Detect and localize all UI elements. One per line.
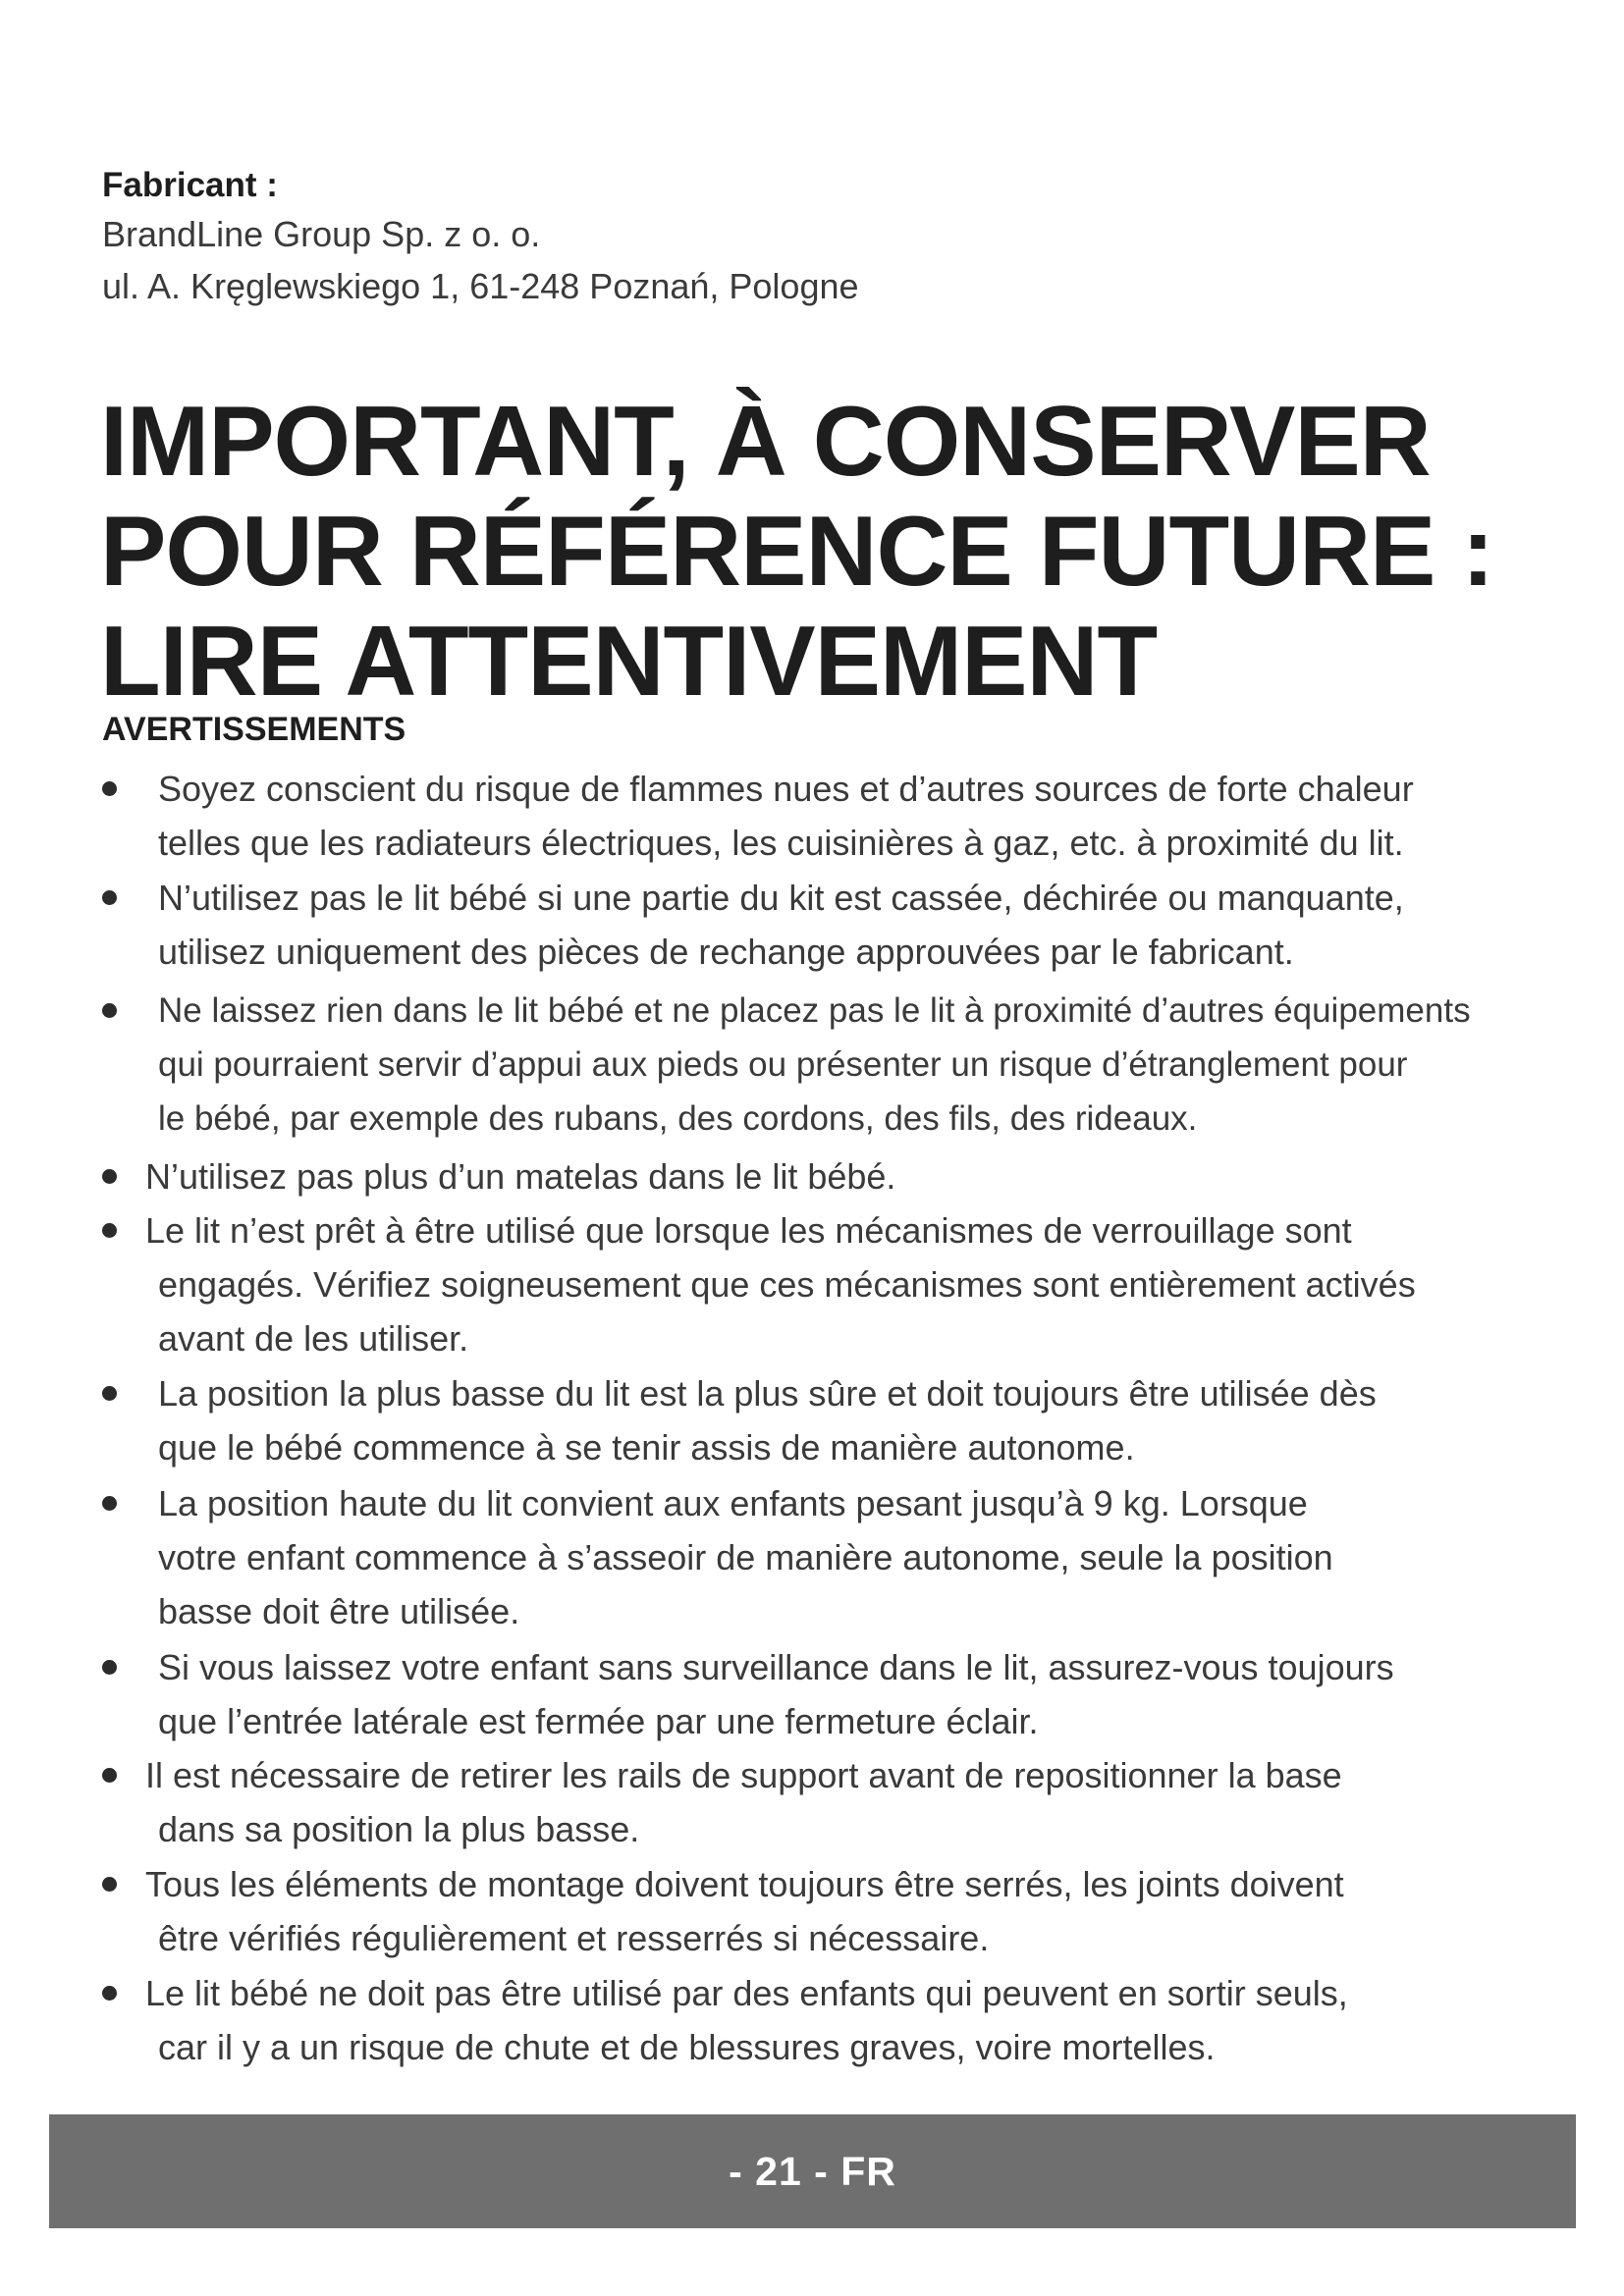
warning-text (102, 1149, 1575, 1203)
warning-line: être vérifiés régulièrement et resserrés si nécessaire. (158, 1918, 990, 1958)
warning-item (102, 1748, 1575, 1856)
warning-text (102, 984, 1575, 1146)
bullet-icon (102, 1203, 118, 1257)
manufacturer-company: BrandLine Group Sp. z o. o. (102, 214, 541, 254)
warnings-heading: AVERTISSEMENTS (102, 711, 406, 748)
bullet-icon (102, 1476, 118, 1530)
warning-item (102, 1149, 1575, 1203)
warning-line: qui pourraient servir d’appui aux pieds ou présenter un risque d’étranglement pour (158, 1045, 1408, 1084)
warning-line: que le bébé commence à se tenir assis de manière autonome. (158, 1427, 1135, 1468)
page-number-label: - 21 - FR (729, 2148, 896, 2194)
warning-line: Soyez conscient du risque de flammes nues et d’autres sources de forte chaleur (158, 769, 1414, 809)
warning-line: N’utilisez pas plus d’un matelas dans le lit bébé. (145, 1156, 896, 1197)
bullet-icon (102, 1149, 118, 1203)
warning-line: utilisez uniquement des pièces de rechange approuvées par le fabricant. (158, 932, 1294, 972)
warning-line: que l’entrée latérale est fermée par une fermeture éclair. (158, 1701, 1039, 1741)
warning-item (102, 984, 1575, 1146)
warning-text (102, 1857, 1575, 1965)
warning-text (102, 1640, 1575, 1748)
title-line-3: LIRE ATTENTIVEMENT (100, 607, 1158, 717)
warning-text (102, 762, 1575, 870)
warning-line: Il est nécessaire de retirer les rails de support avant de repositionner la base (145, 1755, 1342, 1795)
bullet-icon (102, 1640, 118, 1694)
warning-item (102, 1640, 1575, 1748)
bullet-icon (102, 1857, 118, 1911)
bullet-icon (102, 984, 118, 1038)
warning-text (102, 871, 1575, 979)
warning-item (102, 1476, 1575, 1638)
warning-line: Si vous laissez votre enfant sans surveillance dans le lit, assurez-vous toujours (158, 1647, 1394, 1687)
warning-line: Tous les éléments de montage doivent toujours être serrés, les joints doivent (145, 1864, 1344, 1904)
warning-line: engagés. Vérifiez soigneusement que ces mécanismes sont entièrement activés (158, 1264, 1416, 1305)
warning-line: votre enfant commence à s’asseoir de manière autonome, seule la position (158, 1537, 1333, 1577)
warning-text (102, 1366, 1575, 1474)
manufacturer-block (102, 163, 1536, 312)
warning-line: Ne laissez rien dans le lit bébé et ne placez pas le lit à proximité d’autres équipements (158, 991, 1471, 1030)
bullet-icon (102, 762, 118, 816)
warning-line: La position haute du lit convient aux enfants pesant jusqu’à 9 kg. Lorsque (158, 1483, 1308, 1523)
warning-text (102, 1476, 1575, 1638)
warning-line: La position la plus basse du lit est la plus sûre et doit toujours être utilisée dès (158, 1373, 1377, 1414)
warning-line: Le lit n’est prêt à être utilisé que lorsque les mécanismes de verrouillage sont (145, 1210, 1352, 1251)
warning-item (102, 1203, 1575, 1365)
warning-item (102, 1966, 1575, 2074)
warning-line: basse doit être utilisée. (158, 1591, 520, 1631)
title-line-2: POUR RÉFÉRENCE FUTURE : (100, 497, 1494, 607)
warning-text (102, 1966, 1575, 2074)
warning-line: car il y a un risque de chute et de blessures graves, voire mortelles. (158, 2027, 1216, 2067)
warning-line: Le lit bébé ne doit pas être utilisé par des enfants qui peuvent en sortir seuls, (145, 1973, 1348, 2013)
bullet-icon (102, 1748, 118, 1802)
bullet-icon (102, 871, 118, 925)
bullet-icon (102, 1966, 118, 2020)
warning-text (102, 1748, 1575, 1856)
warning-line: dans sa position la plus basse. (158, 1809, 640, 1849)
manufacturer-label: Fabricant : (102, 166, 278, 204)
warning-line: le bébé, par exemple des rubans, des cordons, des fils, des rideaux. (158, 1099, 1198, 1138)
document-title (100, 387, 1553, 717)
warning-line: telles que les radiateurs électriques, les cuisinières à gaz, etc. à proximité du lit. (158, 823, 1404, 863)
page-footer (49, 2114, 1576, 2228)
warning-text (102, 1203, 1575, 1365)
warning-line: N’utilisez pas le lit bébé si une partie du kit est cassée, déchirée ou manquante, (158, 878, 1404, 918)
bullet-icon (102, 1366, 118, 1420)
title-line-1: IMPORTANT, À CONSERVER (100, 387, 1431, 497)
warning-item (102, 1857, 1575, 1965)
warning-item (102, 871, 1575, 979)
warning-line: avant de les utiliser. (158, 1318, 469, 1359)
warning-item (102, 762, 1575, 870)
warning-item (102, 1366, 1575, 1474)
manufacturer-address: ul. A. Kręglewskiego 1, 61-248 Poznań, Pologne (102, 266, 859, 306)
